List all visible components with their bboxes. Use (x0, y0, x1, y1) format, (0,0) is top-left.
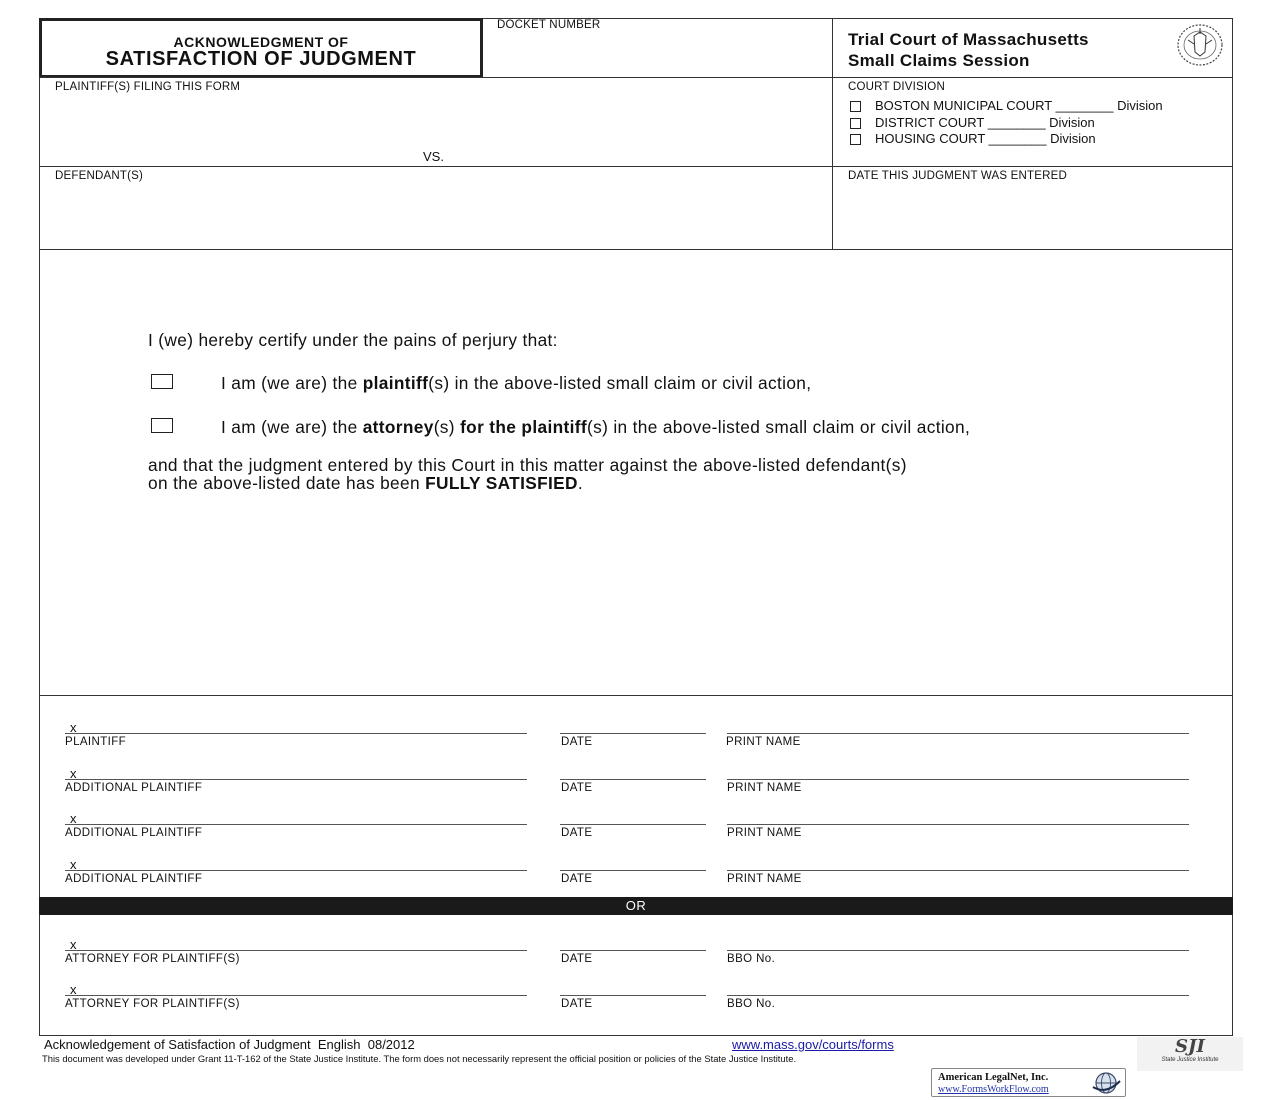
district-checkbox[interactable] (850, 118, 861, 129)
date-label: DATE (561, 873, 593, 885)
court-session: Small Claims Session (848, 51, 1030, 70)
defendants-field[interactable] (50, 186, 820, 244)
court-name: Trial Court of Massachusetts (848, 30, 1089, 49)
title-box (39, 18, 483, 78)
or-label: OR (625, 898, 647, 913)
signature-section (39, 695, 1233, 1036)
print-name-label: PRINT NAME (726, 736, 801, 748)
plaintiffs-label: PLAINTIFF(S) FILING THIS FORM (55, 81, 241, 93)
legalnet-url[interactable]: www.FormsWorkFlow.com (938, 1084, 1049, 1095)
vs-label: VS. (423, 149, 444, 164)
massachusetts-seal-icon (1174, 22, 1226, 68)
signature-line[interactable] (65, 733, 527, 734)
docket-number-field[interactable] (486, 34, 828, 74)
closing-line-2: on the above-listed date has been FULLY SATISFIED. (148, 473, 584, 493)
x-mark: x (70, 766, 77, 781)
date-label: DATE (561, 736, 593, 748)
x-mark: x (70, 937, 77, 952)
sji-logo-mark: SJI (1175, 1036, 1205, 1057)
attorney-label: ATTORNEY FOR PLAINTIFF(S) (65, 998, 240, 1010)
grant-note: This document was developed under Grant 11-T-162 of the State Justice Institute. The form does not necessarily represent the official position or policies of the State Justice Institute. (42, 1053, 797, 1064)
print-name-label: PRINT NAME (727, 782, 802, 794)
attorney-checkbox[interactable] (151, 418, 173, 433)
bbo-number-line[interactable] (727, 950, 1189, 951)
boston-checkbox[interactable] (850, 101, 861, 112)
date-label: DATE (561, 953, 593, 965)
date-line[interactable] (560, 733, 706, 734)
parties-divider (39, 166, 1233, 167)
attorney-option-text: I am (we are) the attorney(s) for the plaintiff(s) in the above-listed small claim or civil action, (221, 417, 971, 437)
date-label: DATE (561, 782, 593, 794)
print-name-line[interactable] (727, 870, 1189, 871)
print-name-label: PRINT NAME (727, 873, 802, 885)
form-title: SATISFACTION OF JUDGMENT (105, 48, 417, 70)
attorney-label: ATTORNEY FOR PLAINTIFF(S) (65, 953, 240, 965)
closing-line-1: and that the judgment entered by this Court in this matter against the above-listed defendant(s) (148, 455, 907, 475)
defendants-label: DEFENDANT(S) (55, 170, 144, 182)
signer-label: ADDITIONAL PLAINTIFF (65, 827, 203, 839)
signature-line[interactable] (65, 779, 527, 780)
attorney-signature-line[interactable] (65, 995, 527, 996)
print-name-line[interactable] (727, 779, 1189, 780)
bbo-label: BBO No. (727, 998, 776, 1010)
certification-intro: I (we) hereby certify under the pains of perjury that: (148, 330, 558, 350)
date-line[interactable] (560, 824, 706, 825)
globe-icon (1089, 1071, 1123, 1095)
bbo-number-line[interactable] (727, 995, 1189, 996)
court-division-label: COURT DIVISION (848, 81, 945, 93)
bbo-label: BBO No. (727, 953, 776, 965)
date-label: DATE (561, 998, 593, 1010)
date-line[interactable] (560, 779, 706, 780)
signer-label: ADDITIONAL PLAINTIFF (65, 782, 203, 794)
housing-checkbox[interactable] (850, 134, 861, 145)
attorney-signature-line[interactable] (65, 950, 527, 951)
plaintiff-checkbox[interactable] (151, 374, 173, 389)
docket-number-label: DOCKET NUMBER (497, 19, 601, 31)
date-entered-field[interactable] (845, 186, 1225, 244)
or-divider-bar (39, 897, 1233, 915)
form-identifier: Acknowledgement of Satisfaction of Judgment English 08/2012 (44, 1037, 415, 1052)
division-option-boston[interactable]: BOSTON MUNICIPAL COURT ________ Division (850, 98, 1163, 115)
division-option-district[interactable]: DISTRICT COURT ________ Division (850, 115, 1163, 132)
signer-label: ADDITIONAL PLAINTIFF (65, 873, 203, 885)
date-line[interactable] (560, 995, 706, 996)
x-mark: x (70, 811, 77, 826)
date-label: DATE (561, 827, 593, 839)
american-legalnet-badge[interactable] (931, 1068, 1126, 1097)
sji-caption: State Justice Institute (1161, 1057, 1219, 1063)
print-name-label: PRINT NAME (727, 827, 802, 839)
title-line1: ACKNOWLEDGMENT OF (173, 34, 349, 50)
division-option-housing[interactable]: HOUSING COURT ________ Division (850, 131, 1163, 148)
legalnet-name: American LegalNet, Inc. (938, 1072, 1049, 1083)
date-line[interactable] (560, 870, 706, 871)
column-divider (832, 18, 833, 250)
x-mark: x (70, 720, 77, 735)
print-name-line[interactable] (727, 733, 1189, 734)
plaintiffs-field[interactable] (50, 96, 820, 146)
x-mark: x (70, 857, 77, 872)
x-mark: x (70, 982, 77, 997)
header-divider (39, 77, 1233, 78)
court-division-options (850, 98, 1163, 148)
signer-label: PLAINTIFF (65, 736, 127, 748)
sji-logo (1137, 1037, 1243, 1071)
date-entered-label: DATE THIS JUDGMENT WAS ENTERED (848, 170, 1067, 182)
forms-url-link[interactable]: www.mass.gov/courts/forms (732, 1037, 894, 1052)
signature-line[interactable] (65, 870, 527, 871)
plaintiff-option-text: I am (we are) the plaintiff(s) in the above-listed small claim or civil action, (221, 373, 812, 393)
date-line[interactable] (560, 950, 706, 951)
print-name-line[interactable] (727, 824, 1189, 825)
signature-line[interactable] (65, 824, 527, 825)
